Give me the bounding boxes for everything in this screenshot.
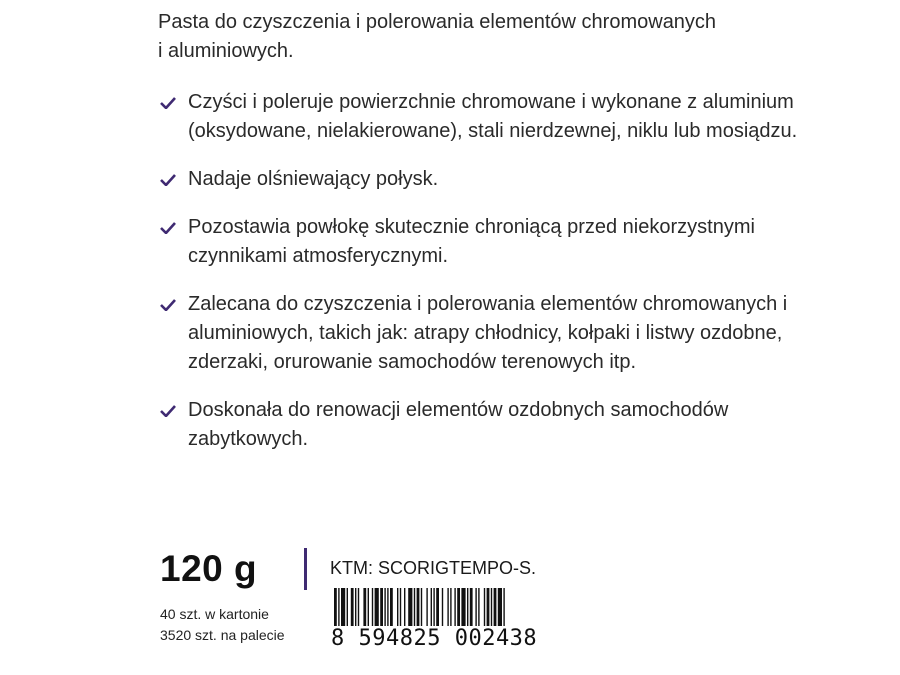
checkmark-icon — [160, 222, 176, 234]
feature-text: Czyści i poleruje powierzchnie chromowane i wykonane z aluminium (oksydowane, nielakierowane), stali nierdzewnej, niklu lub mosiądzu. — [188, 91, 798, 142]
feature-text: Doskonała do renowacji elementów ozdobnych samochodów zabytkowych. — [188, 399, 729, 450]
checkmark-icon — [160, 174, 176, 186]
feature-item — [0, 88, 900, 146]
intro-line-1: Pasta do czyszczenia i polerowania elementów chromowanych — [158, 11, 717, 33]
feature-text: Zalecana do czyszczenia i polerowania elementów chromowanych i aluminiowych, takich jak: atrapy chłodnicy, kołpaki i listwy ozdobne, zderzaki, orurowanie samochodów terenowych itp. — [188, 293, 788, 373]
product-weight: 120 g — [160, 548, 258, 589]
feature-item — [0, 396, 900, 454]
pack-carton: 40 szt. w kartonie — [160, 606, 269, 622]
barcode-number-text: 8 594825 002438 — [331, 626, 538, 651]
packaging-info — [160, 604, 285, 646]
intro-line-2: i aluminiowych. — [158, 40, 294, 62]
feature-text: Pozostawia powłokę skutecznie chroniącą przed niekorzystnymi czynnikami atmosferycznymi. — [188, 216, 755, 267]
vertical-divider — [304, 548, 307, 590]
feature-text: Nadaje olśniewający połysk. — [188, 168, 439, 190]
feature-item — [0, 290, 900, 377]
feature-item — [0, 165, 900, 194]
feature-list — [0, 88, 900, 473]
pack-pallet: 3520 szt. na palecie — [160, 627, 285, 643]
ktm-code: KTM: SCORIGTEMPO-S. — [330, 558, 537, 578]
product-intro — [158, 8, 858, 66]
checkmark-icon — [160, 299, 176, 311]
feature-item — [0, 213, 900, 271]
checkmark-icon — [160, 405, 176, 417]
checkmark-icon — [160, 97, 176, 109]
barcode-number — [330, 626, 582, 651]
